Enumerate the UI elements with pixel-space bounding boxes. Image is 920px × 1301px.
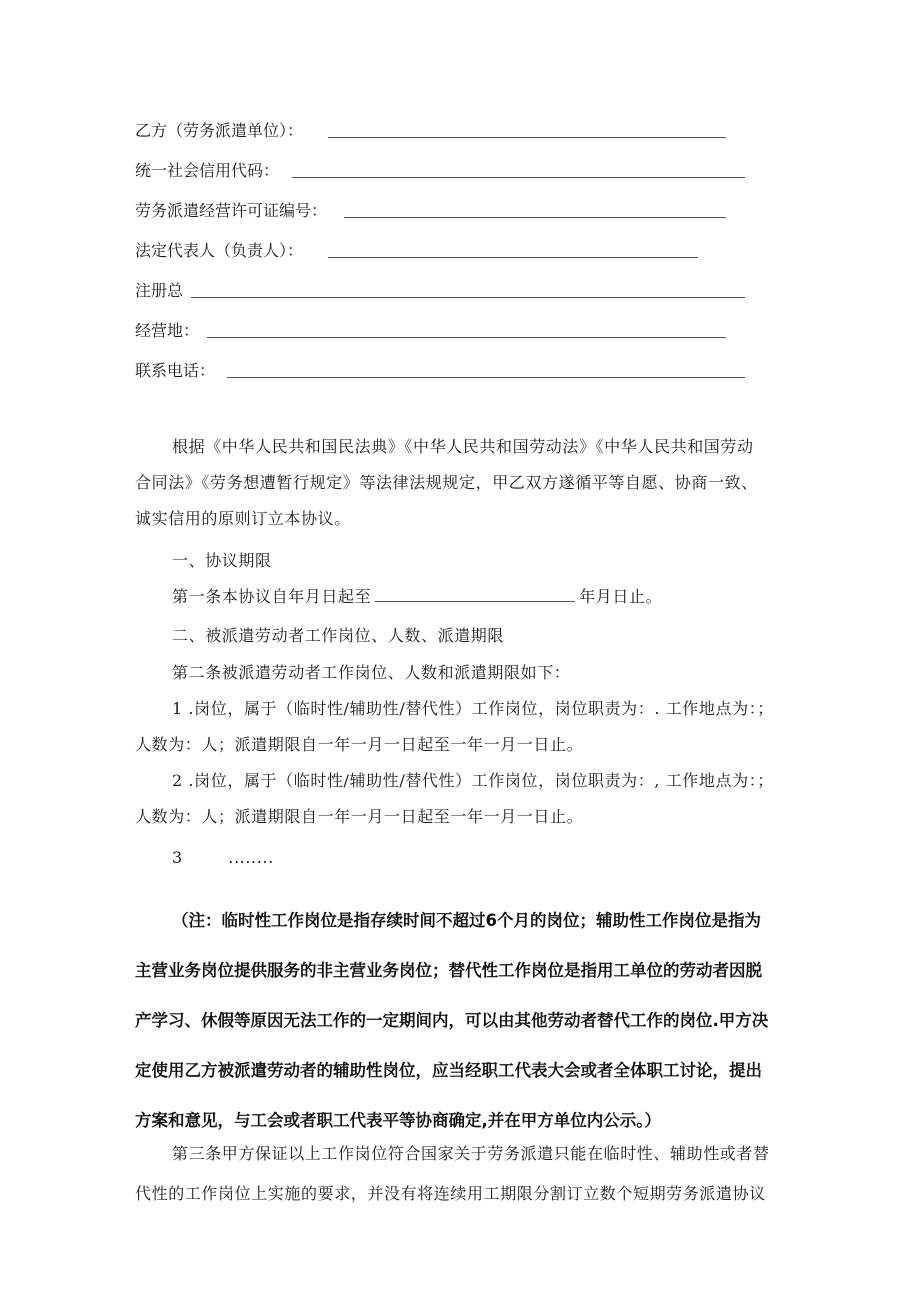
phone-label: 联系电话： [135, 361, 216, 380]
section-1-heading: 一、协议期限 [172, 551, 272, 570]
party-b-field [135, 118, 303, 144]
party-b-blank-line[interactable] [328, 137, 726, 138]
business-address-blank-line[interactable] [207, 337, 726, 338]
note-line-2: 主营业务岗位提供服务的非主营业务岗位；替代性工作岗位是指用工单位的劳动者因脱 [135, 961, 762, 980]
license-number-field [135, 198, 327, 224]
license-number-label: 劳务派遣经营许可证编号： [135, 201, 328, 220]
note-line-5: 方案和意见，与工会或者职工代表平等协商确定,并在甲方单位内公示。） [135, 1111, 662, 1130]
credit-code-blank-line[interactable] [292, 177, 745, 178]
credit-code-label: 统一社会信用代码： [135, 161, 280, 180]
business-address-label: 经营地： [135, 321, 200, 340]
note-line-3: 产学习、休假等原因无法工作的一定期间内，可以由其他劳动者替代工作的岗位.甲方决 [135, 1011, 769, 1030]
intro-line-1: 根据《中华人民共和国民法典》《中华人民共和国劳动法》《中华人民共和国劳动 [172, 437, 754, 456]
phone-field [135, 358, 215, 384]
item-2-line-2: 人数为：人；派遣期限自一年一月一日起至一年一月一日止。 [135, 807, 584, 826]
phone-blank-line[interactable] [227, 377, 745, 378]
clause-1-prefix: 第一条本协议自年月日起至 [172, 587, 372, 606]
item-1-line-1: 1 .岗位，属于（临时性/辅助性/替代性）工作岗位，岗位职责为：. 工作地点为：； [172, 699, 774, 718]
item-3: 3 ........ [172, 848, 274, 867]
business-address-field [135, 318, 199, 344]
item-2-line-1: 2 .岗位，属于（临时性/辅助性/替代性）工作岗位，岗位职责为：, 工作地点为：； [172, 771, 774, 790]
note-line-4: 定使用乙方被派遣劳动者的辅助性岗位，应当经职工代表大会或者全体职工讨论，提出 [135, 1061, 762, 1080]
license-number-blank-line[interactable] [344, 217, 726, 218]
section-2-heading: 二、被派遣劳动者工作岗位、人数、派遣期限 [172, 626, 505, 645]
registered-label: 注册总 [135, 281, 184, 300]
item-1-line-2: 人数为：人；派遣期限自一年一月一日起至一年一月一日止。 [135, 735, 584, 754]
registered-blank-line[interactable] [191, 297, 745, 298]
clause-1-suffix: 年月日止。 [579, 587, 663, 606]
intro-line-3: 诚实信用的原则订立本协议。 [135, 509, 351, 528]
registered-field [135, 278, 183, 304]
clause-3-line-2: 代性的工作岗位上实施的要求，并没有将连续用工期限分割订立数个短期劳务派遣协议 [135, 1184, 766, 1203]
clause-3-line-1: 第三条甲方保证以上工作岗位符合国家关于劳务派遣只能在临时性、辅助性或者替 [172, 1144, 770, 1163]
party-b-label: 乙方（劳务派遣单位）： [135, 121, 304, 140]
note-line-1: （注：临时性工作岗位是指存续时间不超过6个月的岗位；辅助性工作岗位是指为 [172, 911, 761, 930]
intro-line-2: 合同法》《劳务想遭暂行规定》等法律法规规定，甲乙双方遂循平等自愿、协商一致、 [135, 473, 758, 492]
credit-code-field [135, 158, 279, 184]
legal-rep-blank-line[interactable] [328, 257, 698, 258]
legal-rep-label: 法定代表人（负责人）： [135, 241, 304, 260]
legal-rep-field [135, 238, 303, 264]
clause-2: 第二条被派遣劳动者工作岗位、人数和派遣期限如下： [172, 663, 571, 682]
clause-1 [172, 584, 662, 610]
end-date-blank[interactable] [375, 585, 575, 602]
